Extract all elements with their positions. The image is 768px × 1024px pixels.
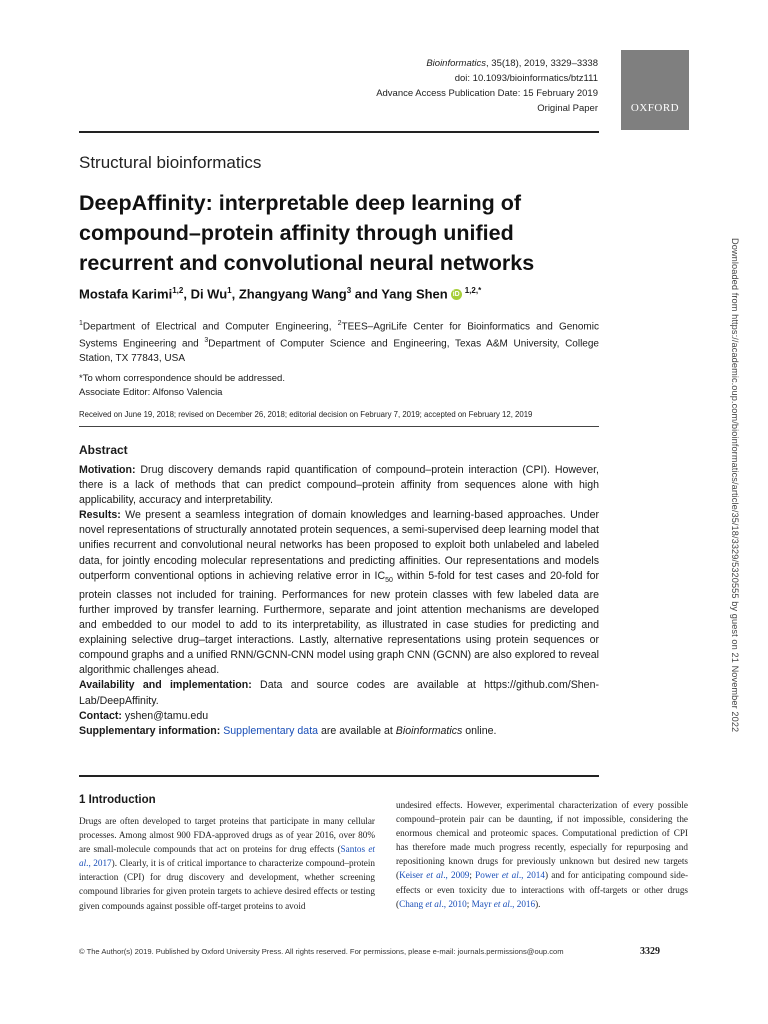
citation-link[interactable]: Power et al., 2014 — [475, 870, 545, 881]
abstract-availability: Availability and implementation: Data and source codes are available at https://github.com/Shen-Lab/DeepAffinity. — [79, 679, 599, 707]
citation-link[interactable]: Mayr et al., 2016 — [471, 898, 536, 909]
citation-link[interactable]: Santos et al., 2017 — [79, 844, 375, 869]
abstract-results: Results: We present a seamless integration of domain knowledges and learning-based approaches. Under novel representations of structurally annotated protein sequences, a semi-supervised deep learning model that unifies recurrent and convolutional neural networks has been proposed to exploit both unlabeled and labeled data, for jointly encoding molecular representations and predicting affinities. Our representations and models outperform conventional options in achieving relative error in $IC_{50}$ within 5-fold for test cases and 20-fold for protein classes not included for training. Performances for new protein classes with few labeled data are further improved by transfer learning. Furthermore, separate and joint attention mechanisms are developed and embedded to our model to add to its interpretability, as illustrated in case studies for predicting and explaining selective drug–target interactions. Lastly, alternative representations using protein sequences or compound graphs and a unified RNN/GCNN-CNN model using graph CNN (GCNN) are also explored to reveal algorithmic challenges ahead. — [79, 509, 599, 677]
author[interactable]: Di Wu — [190, 286, 228, 302]
author[interactable]: Yang Shen — [381, 286, 448, 302]
oxford-logo-text: OXFORD — [630, 102, 680, 114]
supplementary-data-link[interactable]: Supplementary data — [223, 724, 319, 737]
received-dates: Received on June 19, 2018; revised on December 26, 2018; editorial decision on February 7, 2019; accepted on February 12, 2019 — [79, 410, 533, 419]
citation-link[interactable]: Keiser et al., 2009 — [399, 870, 470, 881]
contact-email[interactable]: yshen@tamu.edu — [121, 709, 209, 722]
abstract-body — [79, 463, 599, 739]
author-affil-sup: 1,2,* — [464, 286, 482, 295]
associate-editor: Associate Editor: Alfonso Valencia — [79, 387, 223, 398]
header-rule — [79, 131, 599, 133]
author[interactable]: Zhangyang Wang — [238, 286, 347, 302]
github-link[interactable]: Data and source codes are available at https://github.com/Shen-Lab/DeepAffinity. — [79, 679, 599, 707]
paper-title: DeepAffinity: interpretable deep learning of compound–protein affinity through unified recurrent and convolutional neural networks — [79, 191, 535, 275]
abstract-rule — [79, 426, 599, 427]
author-affil-sup: 1,2 — [172, 286, 184, 295]
citation-link[interactable]: Chang et al., 2010 — [399, 898, 467, 909]
doi[interactable]: doi: 10.1093/bioinformatics/btz111 — [454, 73, 598, 84]
abstract-heading: Abstract — [79, 443, 128, 457]
abstract-motivation: Motivation: Drug discovery demands rapid quantification of compound–protein interaction (CPI). However, there is a lack of methods that can predict compound–protein affinity from sequences alone with high applicability, accuracy and interpretability. — [79, 464, 599, 507]
author-affil-sup: 3 — [346, 286, 352, 295]
body-rule — [79, 775, 599, 777]
oxford-logo[interactable] — [621, 50, 689, 130]
author-list: Mostafa Karimi$^{1,2}$, Di Wu$^1$, Zhangyang Wang$^3$ and Yang Shen iD $^{1,2,*}$ — [79, 286, 482, 302]
intro-right-column: undesired effects. However, experimental characterization of every possible compound–protein pair can be daunting, if not impossible, considering the enormous chemical and proteomic spaces. Computational prediction of CPI has therefore made much progress recently, especially for repurposing and repositioning known drugs for previously unknown but desired new targets (Keiser et al., 2009; Power et al., 2014) and for anticipating compound side-effects or even toxicity due to interactions with off-targets or other drugs (Chang et al., 2010; Mayr et al., 2016). — [396, 800, 689, 909]
abstract-contact: Contact: yshen@tamu.edu — [79, 709, 209, 722]
copyright-footer: © The Author(s) 2019. Published by Oxford University Press. All rights reserved. For permissions, please e-mail: journals.permissions@oup.com — [79, 947, 564, 956]
correspondence-note: *To whom correspondence should be addressed. — [79, 373, 285, 384]
abstract-supplementary: Supplementary information: Supplementary data are available at Bioinformatics online. — [79, 724, 497, 737]
author-affil-sup: 1 — [227, 286, 232, 295]
intro-left-column: Drugs are often developed to target proteins that participate in many cellular processes. Among almost 900 FDA-approved drugs as of year 2016, over 80% are small-molecule compounds that act on proteins for drug effects (Santos et al., 2017). Clearly, it is of critical importance to characterize compound–protein interaction (CPI) for drug discovery and development, whether screening compound libraries for given protein targets to achieve desired effects or testing given compounds against possible off-target proteins to avoid — [79, 816, 375, 911]
advance-access-date: Advance Access Publication Date: 15 February 2019 — [376, 88, 598, 99]
article-type: Original Paper — [537, 103, 598, 114]
section-label: Structural bioinformatics — [79, 153, 262, 172]
page-number: 3329 — [640, 946, 660, 957]
orcid-icon[interactable]: iD — [452, 291, 460, 299]
affiliations: $^1$Department of Electrical and Computer Engineering, $^2$TEES–AgriLife Center for Bioinformatics and Genomic Systems Engineering and $^3$Department of Computer Science and Engineering, Texas A&M University, College Station, TX 77843, USA — [79, 320, 599, 364]
download-watermark: Downloaded from https://academic.oup.com/bioinformatics/article/35/18/3329/5320555 by guest on 21 November 2022 — [730, 238, 740, 733]
journal-meta — [376, 56, 598, 116]
introduction-heading: 1 Introduction — [79, 794, 156, 806]
journal-citation: Bioinformatics, 35(18), 2019, 3329–3338 — [426, 58, 598, 69]
author[interactable]: Mostafa Karimi — [79, 286, 173, 302]
correspondence-block — [79, 372, 285, 400]
